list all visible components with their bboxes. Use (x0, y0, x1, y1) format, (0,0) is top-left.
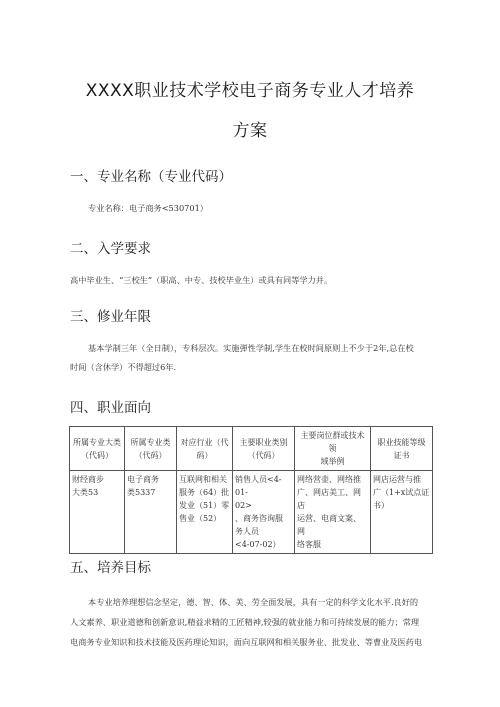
table-cell: 网络营壶、网络推 广、网店美工、网店 运营、电商文案、网 络客服 (295, 471, 371, 554)
major-name-text: 专业名称：电子商务<530701） (88, 203, 208, 213)
table-cell: 销售人员<4-01- 02> 、商务咨询服 务人员 <4-07-02） (233, 471, 295, 554)
career-table-row (70, 471, 433, 554)
header-cell: 所属专业类 （代码） (125, 427, 177, 471)
header-cell: 主要职业类别 （代码） (233, 427, 295, 471)
doc-title-line2: 方案 (232, 121, 268, 141)
doc-title-line1: XXXX职业技术学校电子商务专业人才培养 (85, 81, 415, 101)
section-heading-objectives: 五、培养目标 (70, 560, 151, 576)
objectives-text-line3: 电商务专业知识和技术技能及医药理论知识，面向互联网和相关服务业、批发业、等曹业及医药电 (70, 637, 423, 647)
admission-text: 高中毕业生、“三校生”（职高、中专、技校毕业生）或具有同等学力并。 (70, 275, 333, 285)
duration-text-line2: 时间（含休学）不得超过6年. (70, 362, 177, 372)
header-cell: 对应行业（代 码） (177, 427, 233, 471)
table-cell: 财经商步 大类53 (70, 471, 125, 554)
header-cell: 主要岗位群或技术领 域举例 (295, 427, 371, 471)
career-table (69, 426, 433, 554)
section-heading-career: 四、职业面向 (70, 400, 151, 416)
section-heading-duration: 三、修业年限 (70, 309, 151, 325)
header-cell: 所属专业大类 （代码） (70, 427, 125, 471)
section-heading-major-name: 一、专业名称（专业代码） (70, 169, 232, 185)
table-cell: 网店运营与推 广（1+x试点证 书） (371, 471, 433, 554)
header-cell: 职业技能等级 证书 (371, 427, 433, 471)
objectives-text-line2: 人文素养、职业道德和创新意识,精益求精的工匠精神,较强的就业能力和可持续发展的能力；常理 (70, 617, 420, 627)
objectives-text-line1: 本专业培养理想信念坚定，德、智、体、美、劳全面发展，具有一定的科学文化水平.良好的 (88, 597, 419, 607)
table-cell: 互联网和相关 服务（64）批 发业（51）零 售业（52） (177, 471, 233, 554)
career-table-header-row (70, 427, 433, 471)
duration-text-line1: 基本学制三年（全日制），专科层次。实施弹性学制,学生在校时间原则上不少于2年,总在校 (88, 343, 414, 353)
table-cell: 电子商务 类5337 (125, 471, 177, 554)
section-heading-admission: 二、入学要求 (70, 241, 151, 257)
